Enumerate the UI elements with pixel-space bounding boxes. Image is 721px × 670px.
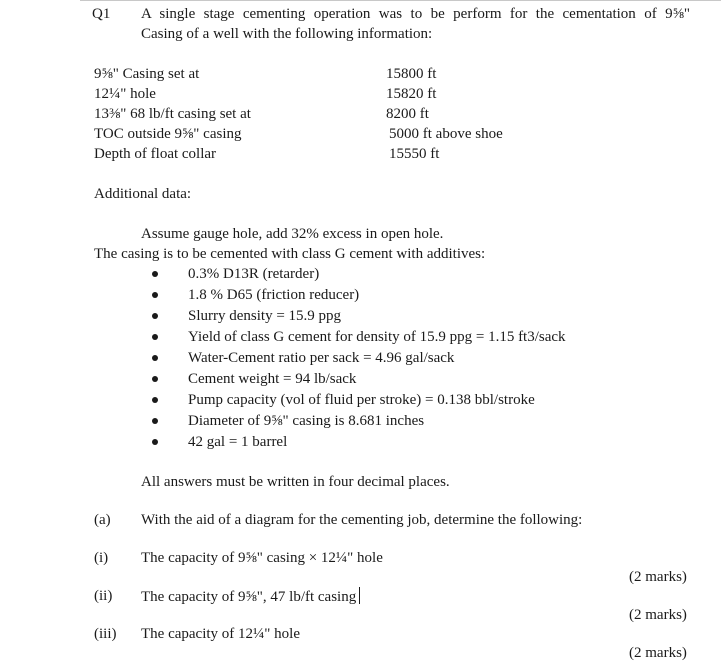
bullet-dot xyxy=(152,439,158,445)
part-a-text: With the aid of a diagram for the cementing job, determine the following: xyxy=(141,512,583,528)
subpart-text: The capacity of 12¼" hole xyxy=(141,626,300,642)
well-info-value: 5000 ft above shoe xyxy=(389,126,503,142)
subpart-label: (iii) xyxy=(94,626,117,642)
additional-data-heading: Additional data: xyxy=(94,186,192,202)
bullet-dot xyxy=(152,397,158,403)
page-top-border xyxy=(80,0,721,1)
question-intro-line2: Casing of a well with the following information: xyxy=(141,26,433,42)
additive-item: 0.3% D13R (retarder) xyxy=(188,266,320,282)
well-info-label: TOC outside 9⅝" casing xyxy=(94,126,242,142)
well-info-label: 13⅜" 68 lb/ft casing set at xyxy=(94,106,251,122)
well-info-value: 15550 ft xyxy=(389,146,440,162)
bullet-dot xyxy=(152,376,158,382)
additive-item: Water-Cement ratio per sack = 4.96 gal/sack xyxy=(188,350,455,366)
question-number: Q1 xyxy=(92,6,111,22)
subpart-text: The capacity of 9⅝" casing × 12¼" hole xyxy=(141,550,383,566)
bullet-dot xyxy=(152,271,158,277)
additive-item: Diameter of 9⅝" casing is 8.681 inches xyxy=(188,413,425,429)
subpart-answer-line[interactable] xyxy=(141,587,360,606)
bullet-dot xyxy=(152,418,158,424)
assumption-text: Assume gauge hole, add 32% excess in open hole. xyxy=(141,226,444,242)
additive-item: 1.8 % D65 (friction reducer) xyxy=(188,287,360,303)
additive-item: Pump capacity (vol of fluid per stroke) = 0.138 bbl/stroke xyxy=(188,392,535,408)
text-cursor xyxy=(359,587,360,604)
subpart-label: (ii) xyxy=(94,588,113,604)
bullet-dot xyxy=(152,313,158,319)
well-info-label: Depth of float collar xyxy=(94,146,217,162)
part-a-label: (a) xyxy=(94,512,111,528)
subpart-marks: (2 marks) xyxy=(629,569,687,585)
decimal-places-note: All answers must be written in four decimal places. xyxy=(141,474,450,490)
bullet-dot xyxy=(152,355,158,361)
additive-item: Yield of class G cement for density of 15.9 ppg = 1.15 ft3/sack xyxy=(188,329,566,345)
subpart-marks: (2 marks) xyxy=(629,645,687,661)
bullet-dot xyxy=(152,334,158,340)
well-info-value: 15800 ft xyxy=(386,66,437,82)
additive-item: Cement weight = 94 lb/sack xyxy=(188,371,357,387)
bullet-dot xyxy=(152,292,158,298)
well-info-label: 12¼" hole xyxy=(94,86,156,102)
well-info-value: 8200 ft xyxy=(386,106,429,122)
subpart-text: The capacity of 9⅝", 47 lb/ft casing xyxy=(141,589,357,605)
subpart-label: (i) xyxy=(94,550,109,566)
additive-item: 42 gal = 1 barrel xyxy=(188,434,288,450)
additive-item: Slurry density = 15.9 ppg xyxy=(188,308,342,324)
cement-class-text: The casing is to be cemented with class G cement with additives: xyxy=(94,246,486,262)
question-intro-line1: A single stage cementing operation was to be perform for the cementation of 9⅝" xyxy=(141,6,690,22)
well-info-value: 15820 ft xyxy=(386,86,437,102)
subpart-marks: (2 marks) xyxy=(629,607,687,623)
well-info-label: 9⅝" Casing set at xyxy=(94,66,200,82)
